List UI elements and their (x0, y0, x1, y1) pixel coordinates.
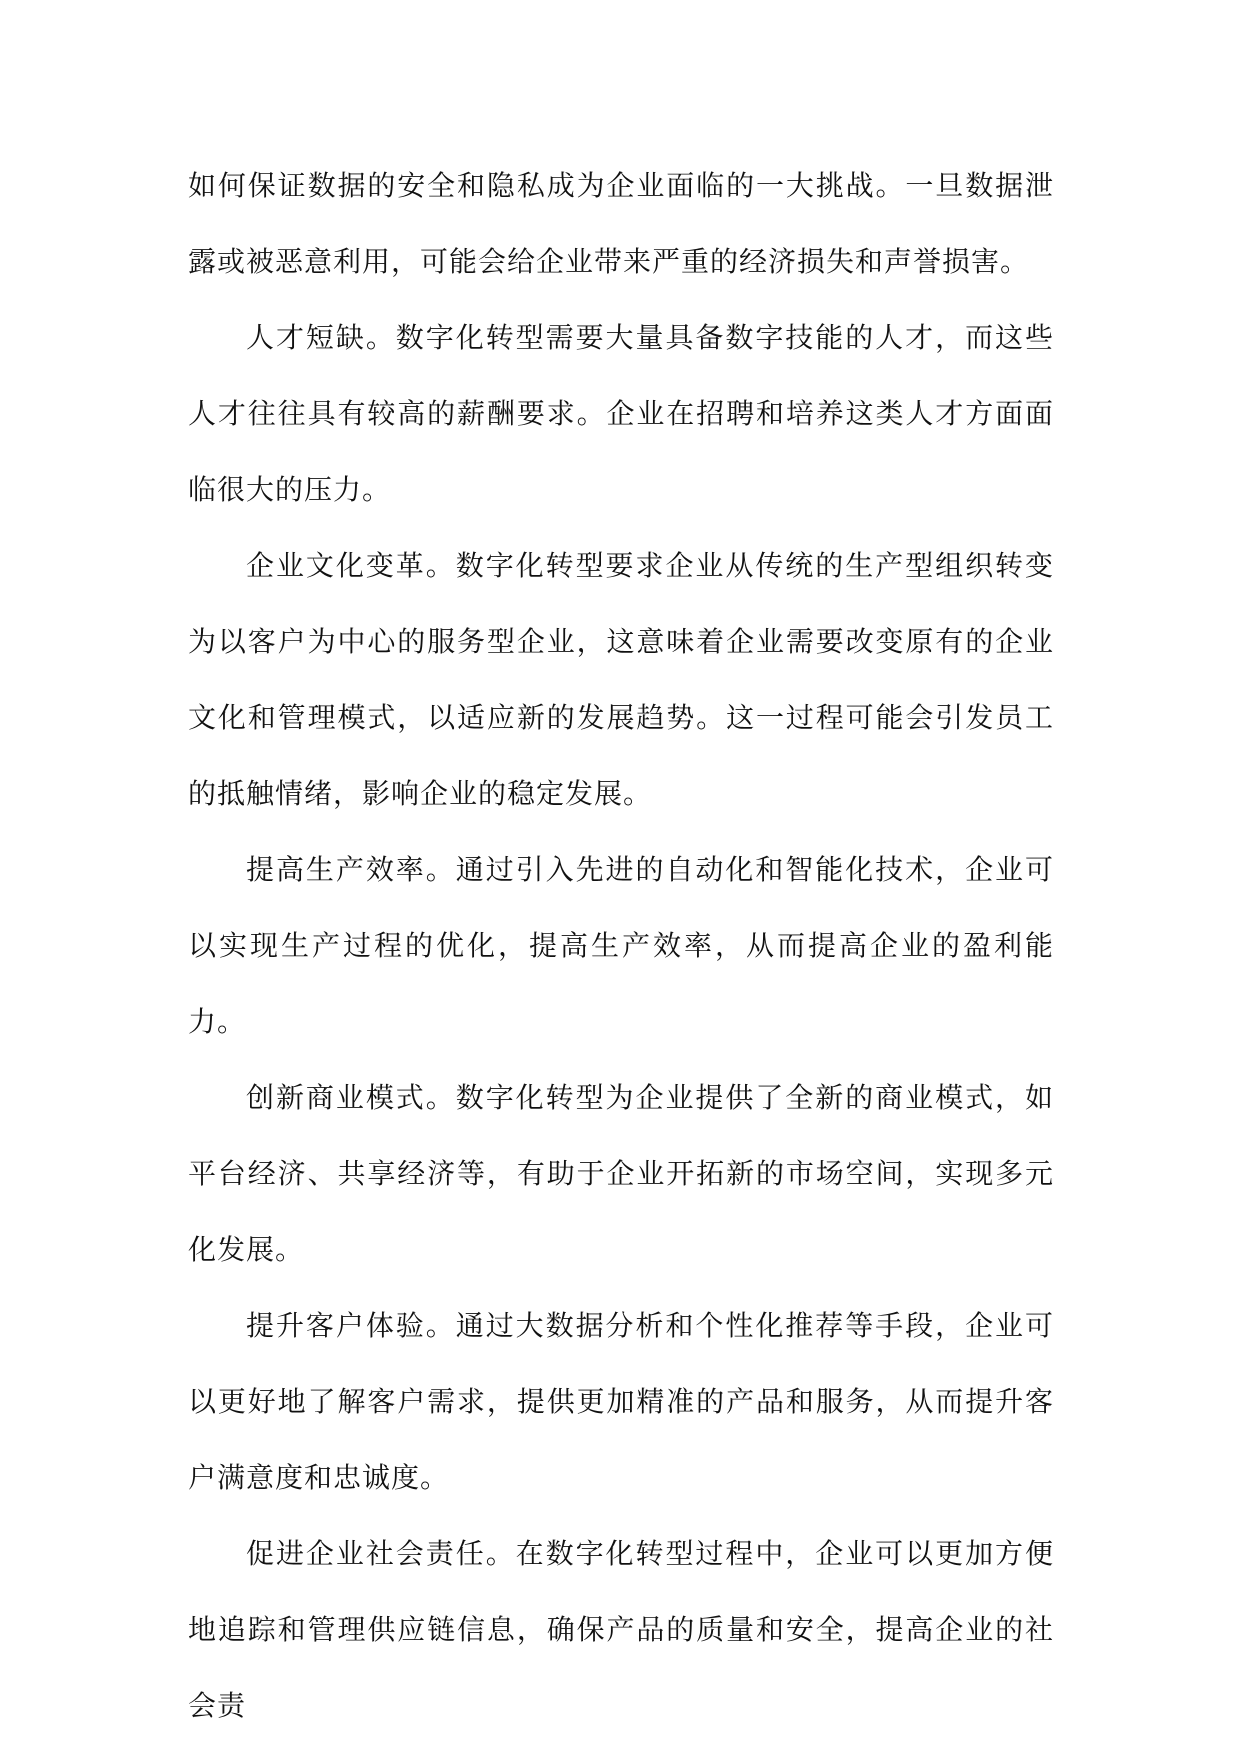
paragraph-talent-shortage: 人才短缺。数字化转型需要大量具备数字技能的人才，而这些人才往往具有较高的薪酬要求。企业在招聘和培养这类人才方面面临很大的压力。 (188, 321, 1054, 506)
paragraph-social-responsibility: 促进企业社会责任。在数字化转型过程中，企业可以更加方便地追踪和管理供应链信息，确保产品的质量和安全，提高企业的社会责 (188, 1537, 1054, 1722)
paragraph-customer-experience: 提升客户体验。通过大数据分析和个性化推荐等手段，企业可以更好地了解客户需求，提供更加精准的产品和服务，从而提升客户满意度和忠诚度。 (188, 1309, 1054, 1494)
paragraph-culture-change: 企业文化变革。数字化转型要求企业从传统的生产型组织转变为以客户为中心的服务型企业，这意味着企业需要改变原有的企业文化和管理模式，以适应新的发展趋势。这一过程可能会引发员工的抵触情绪，影响企业的稳定发展。 (188, 549, 1054, 810)
paragraph-production-efficiency: 提高生产效率。通过引入先进的自动化和智能化技术，企业可以实现生产过程的优化，提高生产效率，从而提高企业的盈利能力。 (188, 853, 1054, 1038)
document-body (188, 148, 1054, 1744)
paragraph-business-model: 创新商业模式。数字化转型为企业提供了全新的商业模式，如平台经济、共享经济等，有助于企业开拓新的市场空间，实现多元化发展。 (188, 1081, 1054, 1266)
paragraph-continued: 如何保证数据的安全和隐私成为企业面临的一大挑战。一旦数据泄露或被恶意利用，可能会给企业带来严重的经济损失和声誉损害。 (188, 169, 1054, 278)
